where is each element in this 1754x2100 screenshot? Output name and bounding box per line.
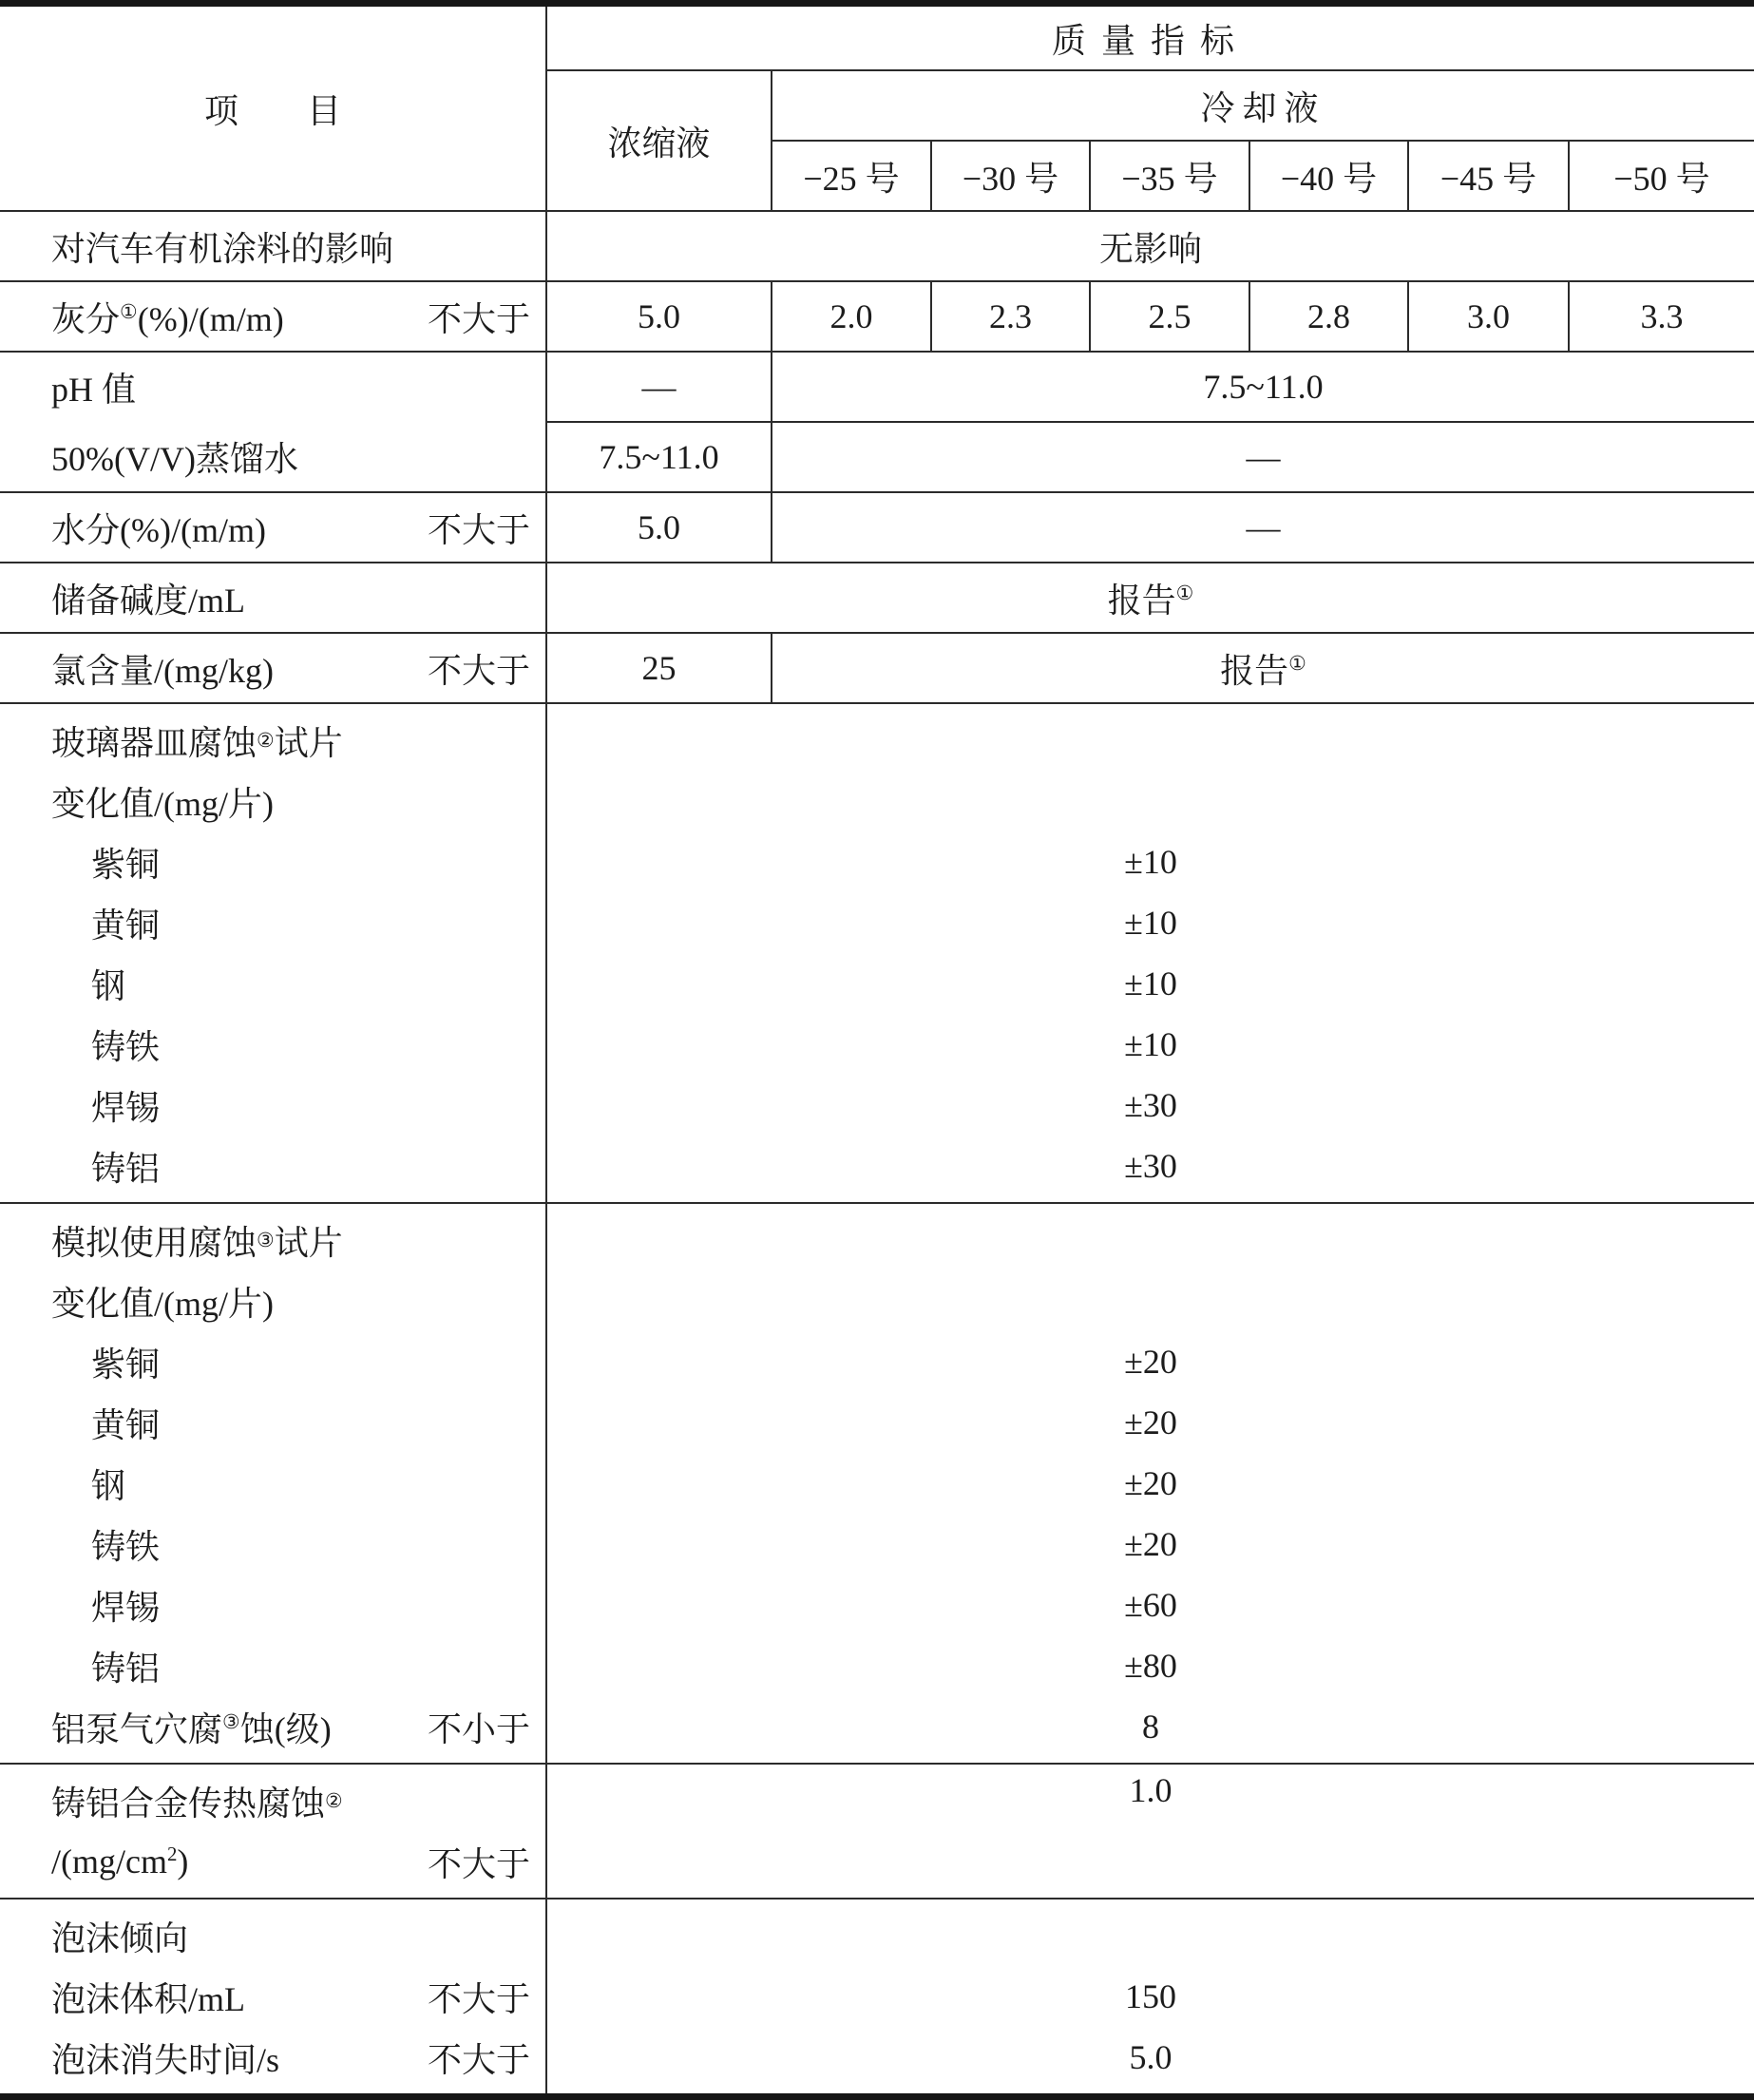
row-chloride-label-cell — [0, 633, 546, 703]
item-brass: 黄铜 — [91, 1405, 161, 1444]
header-row-quality — [0, 4, 1754, 71]
section-heat-transfer — [0, 1764, 1754, 1899]
row-condition: 不大于 — [427, 1979, 530, 2018]
section-foam-values-cell — [546, 1899, 1754, 2097]
section-glassware-values-cell — [546, 703, 1754, 1203]
row-label: 泡沫消失时间/s — [51, 2040, 280, 2079]
section-subtitle: 变化值/(mg/片) — [51, 784, 274, 823]
item-solder-value: ±30 — [1124, 1086, 1177, 1124]
ph-coolant-value: 7.5~11.0 — [772, 352, 1754, 422]
section-subtitle: 变化值/(mg/片) — [51, 1284, 274, 1323]
item-copper-value: ±20 — [1124, 1343, 1177, 1381]
item-pump-cavitation — [0, 1696, 545, 1757]
row-label: pH 值 — [51, 371, 136, 409]
alkalinity-value: 报告① — [546, 563, 1754, 633]
ph-concentrate-value: — — [546, 352, 772, 422]
section-simulated-values-cell — [546, 1203, 1754, 1764]
row-water — [0, 492, 1754, 563]
section-title: 泡沫倾向 — [51, 1919, 189, 1957]
row-label: 对汽车有机涂料的影响 — [51, 229, 394, 268]
item-cast-aluminum-value: ±30 — [1124, 1147, 1177, 1185]
item-foam-break-time-value: 5.0 — [1129, 2038, 1173, 2076]
item-pump-cavitation-value: 8 — [1142, 1708, 1159, 1746]
item-steel: 钢 — [91, 1466, 126, 1505]
ash-grade-30-value: 2.3 — [931, 281, 1090, 352]
spacer-line — [547, 1905, 1754, 1966]
column-header-grade-35: −35 号 — [1090, 141, 1249, 211]
ash-grade-25-value: 2.0 — [772, 281, 931, 352]
row-label: 储备碱度/mL — [51, 581, 245, 620]
heat-transfer-value: 1.0 — [546, 1764, 1754, 1899]
section-heat-transfer-label-cell — [0, 1764, 546, 1899]
item-cast-aluminum: 铸铝 — [91, 1649, 161, 1688]
section-foam-label-cell — [0, 1899, 546, 2097]
row-paint-effect-label-cell — [0, 211, 546, 281]
row-ph-label-cell — [0, 352, 546, 422]
item-copper: 紫铜 — [91, 1345, 161, 1384]
column-header-coolant: 冷却液 — [772, 70, 1754, 141]
chloride-concentrate-value: 25 — [546, 633, 772, 703]
row-condition: 不小于 — [427, 1709, 530, 1748]
item-solder: 焊锡 — [91, 1588, 161, 1627]
column-header-grade-30: −30 号 — [931, 141, 1090, 211]
item-cast-iron: 铸铁 — [91, 1527, 161, 1566]
item-steel-value: ±10 — [1124, 964, 1177, 1002]
row-condition: 不大于 — [427, 651, 530, 690]
water-coolant-value: — — [772, 492, 1754, 563]
item-brass: 黄铜 — [91, 906, 161, 945]
item-brass-value: ±20 — [1124, 1403, 1177, 1441]
row-chloride — [0, 633, 1754, 703]
ash-grade-45-value: 3.0 — [1408, 281, 1569, 352]
item-solder-value: ±60 — [1124, 1586, 1177, 1624]
item-copper-value: ±10 — [1124, 843, 1177, 881]
row-label: 50%(V/V)蒸馏水 — [51, 440, 298, 478]
section-glassware-label-cell — [0, 703, 546, 1203]
item-cast-iron: 铸铁 — [91, 1027, 161, 1066]
item-copper: 紫铜 — [91, 845, 161, 884]
row-label: 水分(%)/(m/m) — [51, 510, 266, 549]
spacer-line — [547, 1270, 1754, 1331]
ash-grade-50-value: 3.3 — [1569, 281, 1754, 352]
row-label: 泡沫体积/mL — [51, 1979, 245, 2018]
item-cast-aluminum: 铸铝 — [91, 1149, 161, 1188]
item-foam-volume — [0, 1966, 545, 2027]
column-header-concentrate: 浓缩液 — [546, 70, 772, 211]
distilled-coolant-value: — — [772, 422, 1754, 492]
item-steel-value: ±20 — [1124, 1464, 1177, 1502]
item-foam-break-time — [0, 2027, 545, 2088]
column-header-quality: 质量指标 — [1051, 21, 1249, 60]
row-label: 铝泵气穴腐③蚀(级) — [51, 1709, 332, 1748]
ash-concentrate-value: 5.0 — [546, 281, 772, 352]
row-paint-effect — [0, 211, 1754, 281]
item-solder: 焊锡 — [91, 1088, 161, 1127]
section-unit-line — [0, 1831, 545, 1892]
spacer-line — [547, 771, 1754, 831]
row-ash — [0, 281, 1754, 352]
item-steel: 钢 — [91, 966, 126, 1005]
row-water-label-cell — [0, 492, 546, 563]
spacer-line — [547, 710, 1754, 771]
row-condition: 不大于 — [427, 1844, 530, 1883]
row-condition: 不大于 — [427, 510, 530, 549]
item-cast-iron-value: ±20 — [1124, 1525, 1177, 1563]
row-distilled — [0, 422, 1754, 492]
chloride-coolant-value: 报告① — [772, 633, 1754, 703]
section-glassware — [0, 703, 1754, 1203]
spacer-line — [547, 1210, 1754, 1270]
distilled-concentrate-value: 7.5~11.0 — [546, 422, 772, 492]
ash-grade-40-value: 2.8 — [1249, 281, 1408, 352]
row-label: 氯含量/(mg/kg) — [51, 651, 274, 690]
section-unit: $/(mg/cm^2)$ — [51, 1842, 189, 1880]
ash-grade-35-value: 2.5 — [1090, 281, 1249, 352]
row-condition: 不大于 — [427, 299, 530, 338]
row-condition: 不大于 — [427, 2040, 530, 2079]
section-foam — [0, 1899, 1754, 2097]
row-ph — [0, 352, 1754, 422]
item-foam-volume-value: 150 — [1125, 1977, 1176, 2015]
row-label: 灰分①(%)/(m/m) — [51, 299, 284, 338]
section-title: 模拟使用腐蚀 ③ 试片 — [51, 1223, 343, 1262]
row-alkalinity — [0, 563, 1754, 633]
item-brass-value: ±10 — [1124, 904, 1177, 942]
column-header-grade-45: −45 号 — [1408, 141, 1569, 211]
item-cast-iron-value: ±10 — [1124, 1025, 1177, 1063]
section-title: 铸铝合金传热腐蚀 ② — [51, 1784, 343, 1823]
row-paint-effect-value: 无影响 — [546, 211, 1754, 281]
row-distilled-label-cell — [0, 422, 546, 492]
section-title: 玻璃器皿腐蚀 ② 试片 — [51, 723, 343, 762]
column-header-grade-50: −50 号 — [1569, 141, 1754, 211]
column-header-grade-40: −40 号 — [1249, 141, 1408, 211]
row-alkalinity-label-cell — [0, 563, 546, 633]
column-header-grade-25: −25 号 — [772, 141, 931, 211]
water-concentrate-value: 5.0 — [546, 492, 772, 563]
item-cast-aluminum-value: ±80 — [1124, 1647, 1177, 1685]
section-simulated — [0, 1203, 1754, 1764]
column-header-item: 项 目 — [0, 4, 546, 212]
row-ash-label-cell — [0, 281, 546, 352]
section-simulated-label-cell — [0, 1203, 546, 1764]
